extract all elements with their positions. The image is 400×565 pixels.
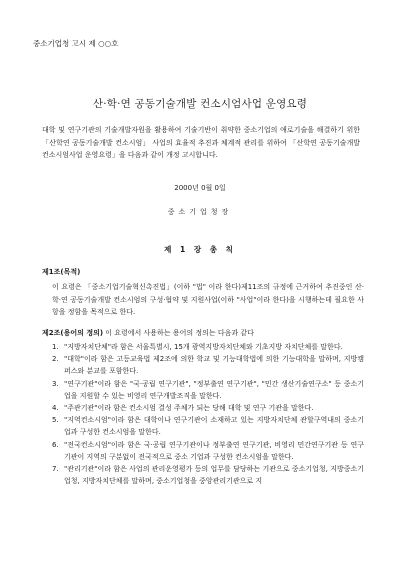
article1-heading: 제1조(목적) <box>42 268 81 276</box>
item-number: 5. <box>52 416 59 425</box>
list-item <box>52 439 364 463</box>
document-title: 산·학·연 공동기술개발 컨소시엄사업 운영요령 <box>92 98 308 110</box>
item-number: 1. <box>52 343 59 351</box>
item-number: 3. <box>52 379 59 388</box>
intro-paragraph: 대학 및 연구기관의 기술개발자원을 활용하여 기술기반이 취약한 중소기업의 애로기술을 해결하기 위한 「산학연 공동기술개발 컨소시엄」 사업의 효율적 추진과 체계적 관리를 위하여 「산학연 공동기술개발 컨소시엄사업 운영요령」을 다음과 같이 개정 고시합니다. <box>42 126 360 159</box>
item-text: "지역컨소시엄"이라 함은 대학이나 연구기관이 소재하고 있는 지방자치단체 관할구역내의 중소기업과 구성한 컨소시엄을 말한다. <box>64 416 364 437</box>
list-item <box>52 353 364 377</box>
issuing-agency: 중소기업청장 <box>167 208 233 216</box>
item-number: 2. <box>52 355 59 364</box>
issue-date: 2000년 0월 0일 <box>174 184 226 192</box>
article1-body: 이 요령은 「중소기업기술혁신촉진법」(이하 "법" 이라 한다)제11조의 규정에 근거하여 추진중인 산·학·연 공동기술개발 컨소시엄의 구성·협약 및 지원사업(이하 "사업"이라 한다)을 시행하는데 필요한 사항을 정함을 목적으로 한다. <box>52 283 364 316</box>
article2-heading-line <box>42 328 362 338</box>
list-item <box>52 463 364 487</box>
article2-lead: 이 요령에서 사용하는 용어의 정의는 다음과 같다 <box>103 329 254 337</box>
item-number: 4. <box>52 404 59 413</box>
notice-number: 중소기업청 고시 제 ○○호 <box>33 39 119 48</box>
chapter-heading: 제 1 장 총 칙 <box>164 245 236 254</box>
item-text: "전국컨소시엄"이라 함은 국·공립 연구기관이나 정부출연 연구기관, 비영리 민간연구기관 등 연구기관이 지역의 구분없이 전국적으로 중소 기업과 구성한 컨소시엄을 말한다. <box>64 440 364 461</box>
item-text: "대학"이라 함은 고등교육법 제2조에 의한 학교 및 기능대학법에 의한 기능대학을 말하며, 지방캠퍼스와 분교를 포함한다. <box>64 355 364 376</box>
list-item <box>52 378 364 402</box>
definitions-list <box>52 341 364 487</box>
item-number: 6. <box>52 440 59 449</box>
list-item <box>52 402 364 414</box>
article2-heading: 제2조(용어의 정의) <box>42 329 104 337</box>
item-text: "연구기관"이라 함은 "국·공립 연구기관", "정부출연 연구기관", "민간 생산기술연구소" 등 중소기업을 지원할 수 있는 비영리 연구개발조직을 말한다. <box>64 379 364 400</box>
list-item <box>52 414 364 438</box>
item-text: "주관기관"이라 함은 컨소시엄 결성 주체가 되는 당해 대학 및 연구 기관을 말한다. <box>64 404 314 413</box>
item-number: 7. <box>52 465 59 474</box>
item-text: "관리기관"이라 함은 사업의 관리운영평가 등의 업무를 담당하는 기관으로 중소기업청, 지방중소기업청, 지방자치단체를 말하며, 중소기업청을 중앙관리기관으로 지 <box>64 465 364 486</box>
list-item <box>52 341 364 353</box>
item-text: "지방자치단체"라 함은 서울특별시, 15개 광역지방자치단체와 기초지방 자치단체를 말한다. <box>64 343 343 351</box>
